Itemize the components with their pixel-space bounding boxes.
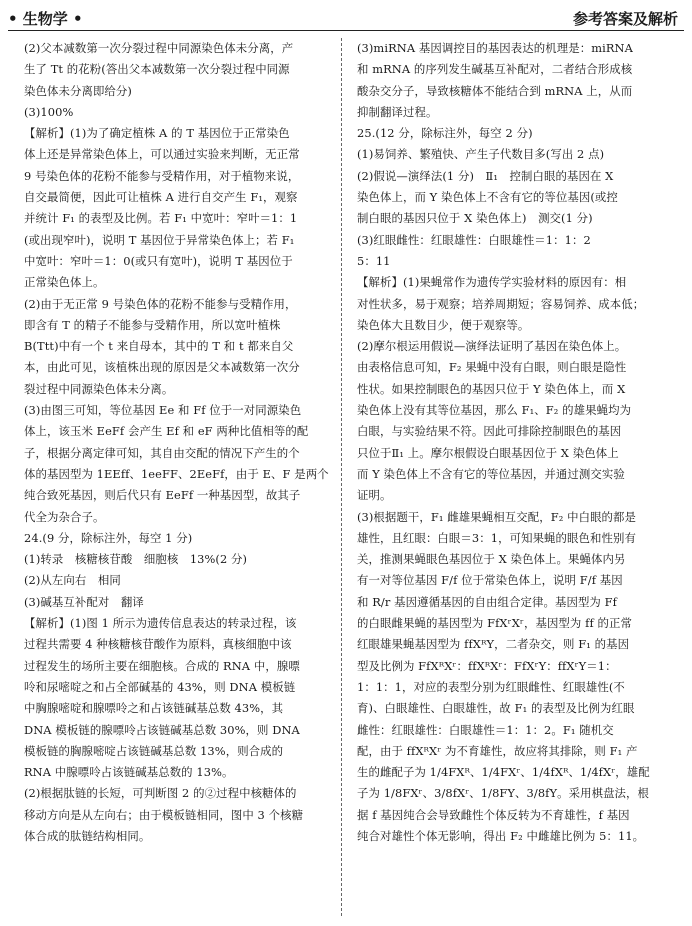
text-line: 抑制翻译过程。 xyxy=(357,104,438,119)
text-line: 25.(12 分，除标注外，每空 2 分) xyxy=(357,126,533,141)
text-line: (2)根据肽链的长短，可判断图 2 的②过程中核糖体的 xyxy=(24,786,297,801)
text-line: 5：11 xyxy=(357,253,391,268)
text-line: (或出现窄叶)，说明 T 基因位于异常染色体上；若 F₁ xyxy=(24,232,295,247)
left-column xyxy=(24,38,342,847)
text-line: 自交最简便，因此可让植株 A 进行自交产生 F₁，观察 xyxy=(24,190,298,205)
text-line: 生的雌配子为 1/4FXᴿ、1/4FXʳ、1/4fXᴿ、1/4fXʳ，雄配 xyxy=(357,765,650,780)
text-line: 酸杂交分子，导致核糖体不能结合到 mRNA 上，从而 xyxy=(357,83,633,98)
text-line: 证明。 xyxy=(357,488,392,503)
text-line: (3)miRNA 基因调控目的基因表达的机理是：miRNA xyxy=(357,41,633,55)
text-line: 染色体上没有其等位基因，那么 F₁、F₂ 的雄果蝇均为 xyxy=(357,403,632,418)
text-line: 制白眼的基因只位于 X 染色体上) 测交(1 分) xyxy=(357,211,593,226)
text-line: 裂过程中同源染色体未分离。 xyxy=(24,381,174,396)
text-line: 1：1：1，对应的表型分别为红眼雌性、红眼雄性(不 xyxy=(357,679,625,694)
text-line: (2)摩尔根运用假说—演绎法证明了基因在染色体上。 xyxy=(357,339,627,354)
section-title: 参考答案及解析 xyxy=(572,10,678,28)
text-line: 移动方向是从左向右；由于模板链相同，图中 3 个核糖 xyxy=(24,807,304,822)
text-line: 染色体上，而 Y 染色体上不含有它的等位基因(或控 xyxy=(357,190,618,205)
text-line: 和 R/r 基因遵循基因的自由组合定律。基因型为 Ff xyxy=(357,594,617,609)
text-line: 正常染色体上。 xyxy=(24,275,105,290)
text-line: 和 mRNA 的序列发生碱基互补配对，二者结合形成核 xyxy=(357,62,633,77)
text-line: 【解析】(1)果蝇常作为遗传学实验材料的原因有：相 xyxy=(357,275,627,290)
text-line: 雌性：红眼雄性：白眼雄性＝1：1：2。F₁ 随机交 xyxy=(357,722,614,737)
text-line: 染色体大且数目少，便于观察等。 xyxy=(357,317,530,332)
text-line: (3)100% xyxy=(24,104,74,119)
page-header xyxy=(8,6,684,31)
text-line: 体合成的肽链结构相同。 xyxy=(24,828,151,843)
text-line: (1)易饲养、繁殖快、产生子代数目多(写出 2 点) xyxy=(357,147,605,162)
text-line: 【解析】(1)图 1 所示为遗传信息表达的转录过程，该 xyxy=(24,616,297,631)
text-line: 有一对等位基因 F/f 位于常染色体上，说明 F/f 基因 xyxy=(357,573,623,588)
text-line: 过程发生的场所主要在细胞核。合成的 RNA 中，腺嘌 xyxy=(24,658,300,673)
text-line: 中胸腺嘧啶和腺嘌呤之和占该链碱基总数 43%，其 xyxy=(24,701,284,716)
text-line: 本，由此可见，该植株出现的原因是父本减数第一次分 xyxy=(24,360,300,375)
text-line: (3)红眼雌性：红眼雄性：白眼雄性＝1：1：2 xyxy=(357,232,591,247)
text-line: 的白眼雌果蝇的基因型为 FfXʳXʳ，基因型为 ff 的正常 xyxy=(357,616,632,631)
text-line: 性状。如果控制眼色的基因只位于 Y 染色体上，而 X xyxy=(357,381,626,396)
text-line: 体的基因型为 1EEff、1eeFF、2EeFf，由于 E、F 是两个 xyxy=(24,466,329,481)
text-line: (2)由于无正常 9 号染色体的花粉不能参与受精作用， xyxy=(24,296,297,311)
text-line: 型及比例为 FfXᴿXʳ：ffXᴿXʳ：FfXʳY：ffXʳY＝1： xyxy=(357,658,617,673)
text-line: 只位于Ⅱ₁ 上。摩尔根假设白眼基因位于 X 染色体上 xyxy=(357,445,619,460)
text-line: 染色体未分离即给分) xyxy=(24,83,132,98)
text-line: 24.(9 分，除标注外，每空 1 分) xyxy=(24,530,193,545)
text-line: DNA 模板链的腺嘌呤占该链碱基总数 30%，则 DNA xyxy=(24,722,300,737)
text-line: 子，根据分离定律可知，其自由交配的情况下产生的个 xyxy=(24,445,300,460)
text-line: 由表格信息可知，F₂ 果蝇中没有白眼，则白眼是隐性 xyxy=(357,360,627,375)
text-line: 配，由于 ffXᴿXʳ 为不育雄性，故应将其排除，则 F₁ 产 xyxy=(357,743,638,758)
text-line: 体上还是异常染色体上，可以通过实验来判断，无正常 xyxy=(24,147,300,162)
text-line: (2)假说—演绎法(1 分) Ⅱ₁ 控制白眼的基因在 X xyxy=(357,168,614,183)
text-line: 即含有 T 的精子不能参与受精作用，所以宽叶植株 xyxy=(24,317,281,332)
text-line: 体上，该玉米 EeFf 会产生 Ef 和 eF 两种比值相等的配 xyxy=(24,424,309,439)
text-line: 过程共需要 4 种核糖核苷酸作为原料，真核细胞中该 xyxy=(24,637,292,652)
text-line: 9 号染色体的花粉不能参与受精作用，对于植物来说， xyxy=(24,168,300,183)
text-line: B(Ttt)中有一个 t 来自母本，其中的 T 和 t 都来自父 xyxy=(24,339,294,354)
text-line: 据 f 基因纯合会导致雌性个体反转为不育雄性，f 基因 xyxy=(357,807,630,822)
text-line: 生了 Tt 的花粉(答出父本减数第一次分裂过程中同源 xyxy=(24,62,290,77)
subject-label: • 生物学 • xyxy=(8,10,83,28)
text-line: 雄性，且红眼：白眼＝3：1，可知果蝇的眼色和性别有 xyxy=(357,530,636,545)
text-line: (2)从左向右 相同 xyxy=(24,573,121,588)
text-line: 纯合对雄性个体无影响，得出 F₂ 中雌雄比例为 5：11。 xyxy=(357,828,645,843)
text-line: 子为 1/8FXʳ、3/8fXʳ、1/8FY、3/8fY。采用棋盘法，根 xyxy=(357,786,650,801)
text-line: 并统计 F₁ 的表型及比例。若 F₁ 中宽叶：窄叶＝1：1 xyxy=(24,211,298,226)
text-line: 对性状多，易于观察；培养周期短；容易饲养、成本低； xyxy=(357,296,645,311)
text-line: 呤和尿嘧啶之和占全部碱基的 43%，则 DNA 模板链 xyxy=(24,679,296,694)
text-line: (1)转录 核糖核苷酸 细胞核 13%(2 分) xyxy=(24,552,248,567)
text-line: 模板链的胸腺嘧啶占该链碱基总数 13%，则合成的 xyxy=(24,743,284,758)
text-line: 关，推测果蝇眼色基因位于 X 染色体上。果蝇体内另 xyxy=(357,552,626,567)
text-line: 而 Y 染色体上不含有它的等位基因，并通过测交实验 xyxy=(357,466,625,481)
text-line: 红眼雄果蝇基因型为 ffXᴿY，二者杂交，则 F₁ 的基因 xyxy=(357,637,630,652)
text-line: 代全为杂合子。 xyxy=(24,509,105,524)
text-line: 中宽叶：窄叶＝1：0(或只有宽叶)，说明 T 基因位于 xyxy=(24,253,293,268)
text-line: (3)由图三可知，等位基因 Ee 和 Ff 位于一对同源染色 xyxy=(24,403,302,418)
text-line: 【解析】(1)为了确定植株 A 的 T 基因位于正常染色 xyxy=(24,126,290,141)
text-line: 纯合致死基因，则后代只有 EeFf 一种基因型，故其子 xyxy=(24,488,301,503)
text-line: RNA 中腺嘌呤占该链碱基总数的 13%。 xyxy=(24,765,234,780)
text-line: 白眼，与实验结果不符。因此可排除控制眼色的基因 xyxy=(357,424,622,439)
text-line: (3)根据题干，F₁ 雌雄果蝇相互交配，F₂ 中白眼的都是 xyxy=(357,509,637,524)
right-column xyxy=(357,38,675,847)
text-line: (3)碱基互补配对 翻译 xyxy=(24,594,144,609)
text-line: (2)父本减数第一次分裂过程中同源染色体未分离，产 xyxy=(24,41,294,55)
text-line: 育)、白眼雄性、白眼雄性，故 F₁ 的表型及比例为红眼 xyxy=(357,701,635,716)
